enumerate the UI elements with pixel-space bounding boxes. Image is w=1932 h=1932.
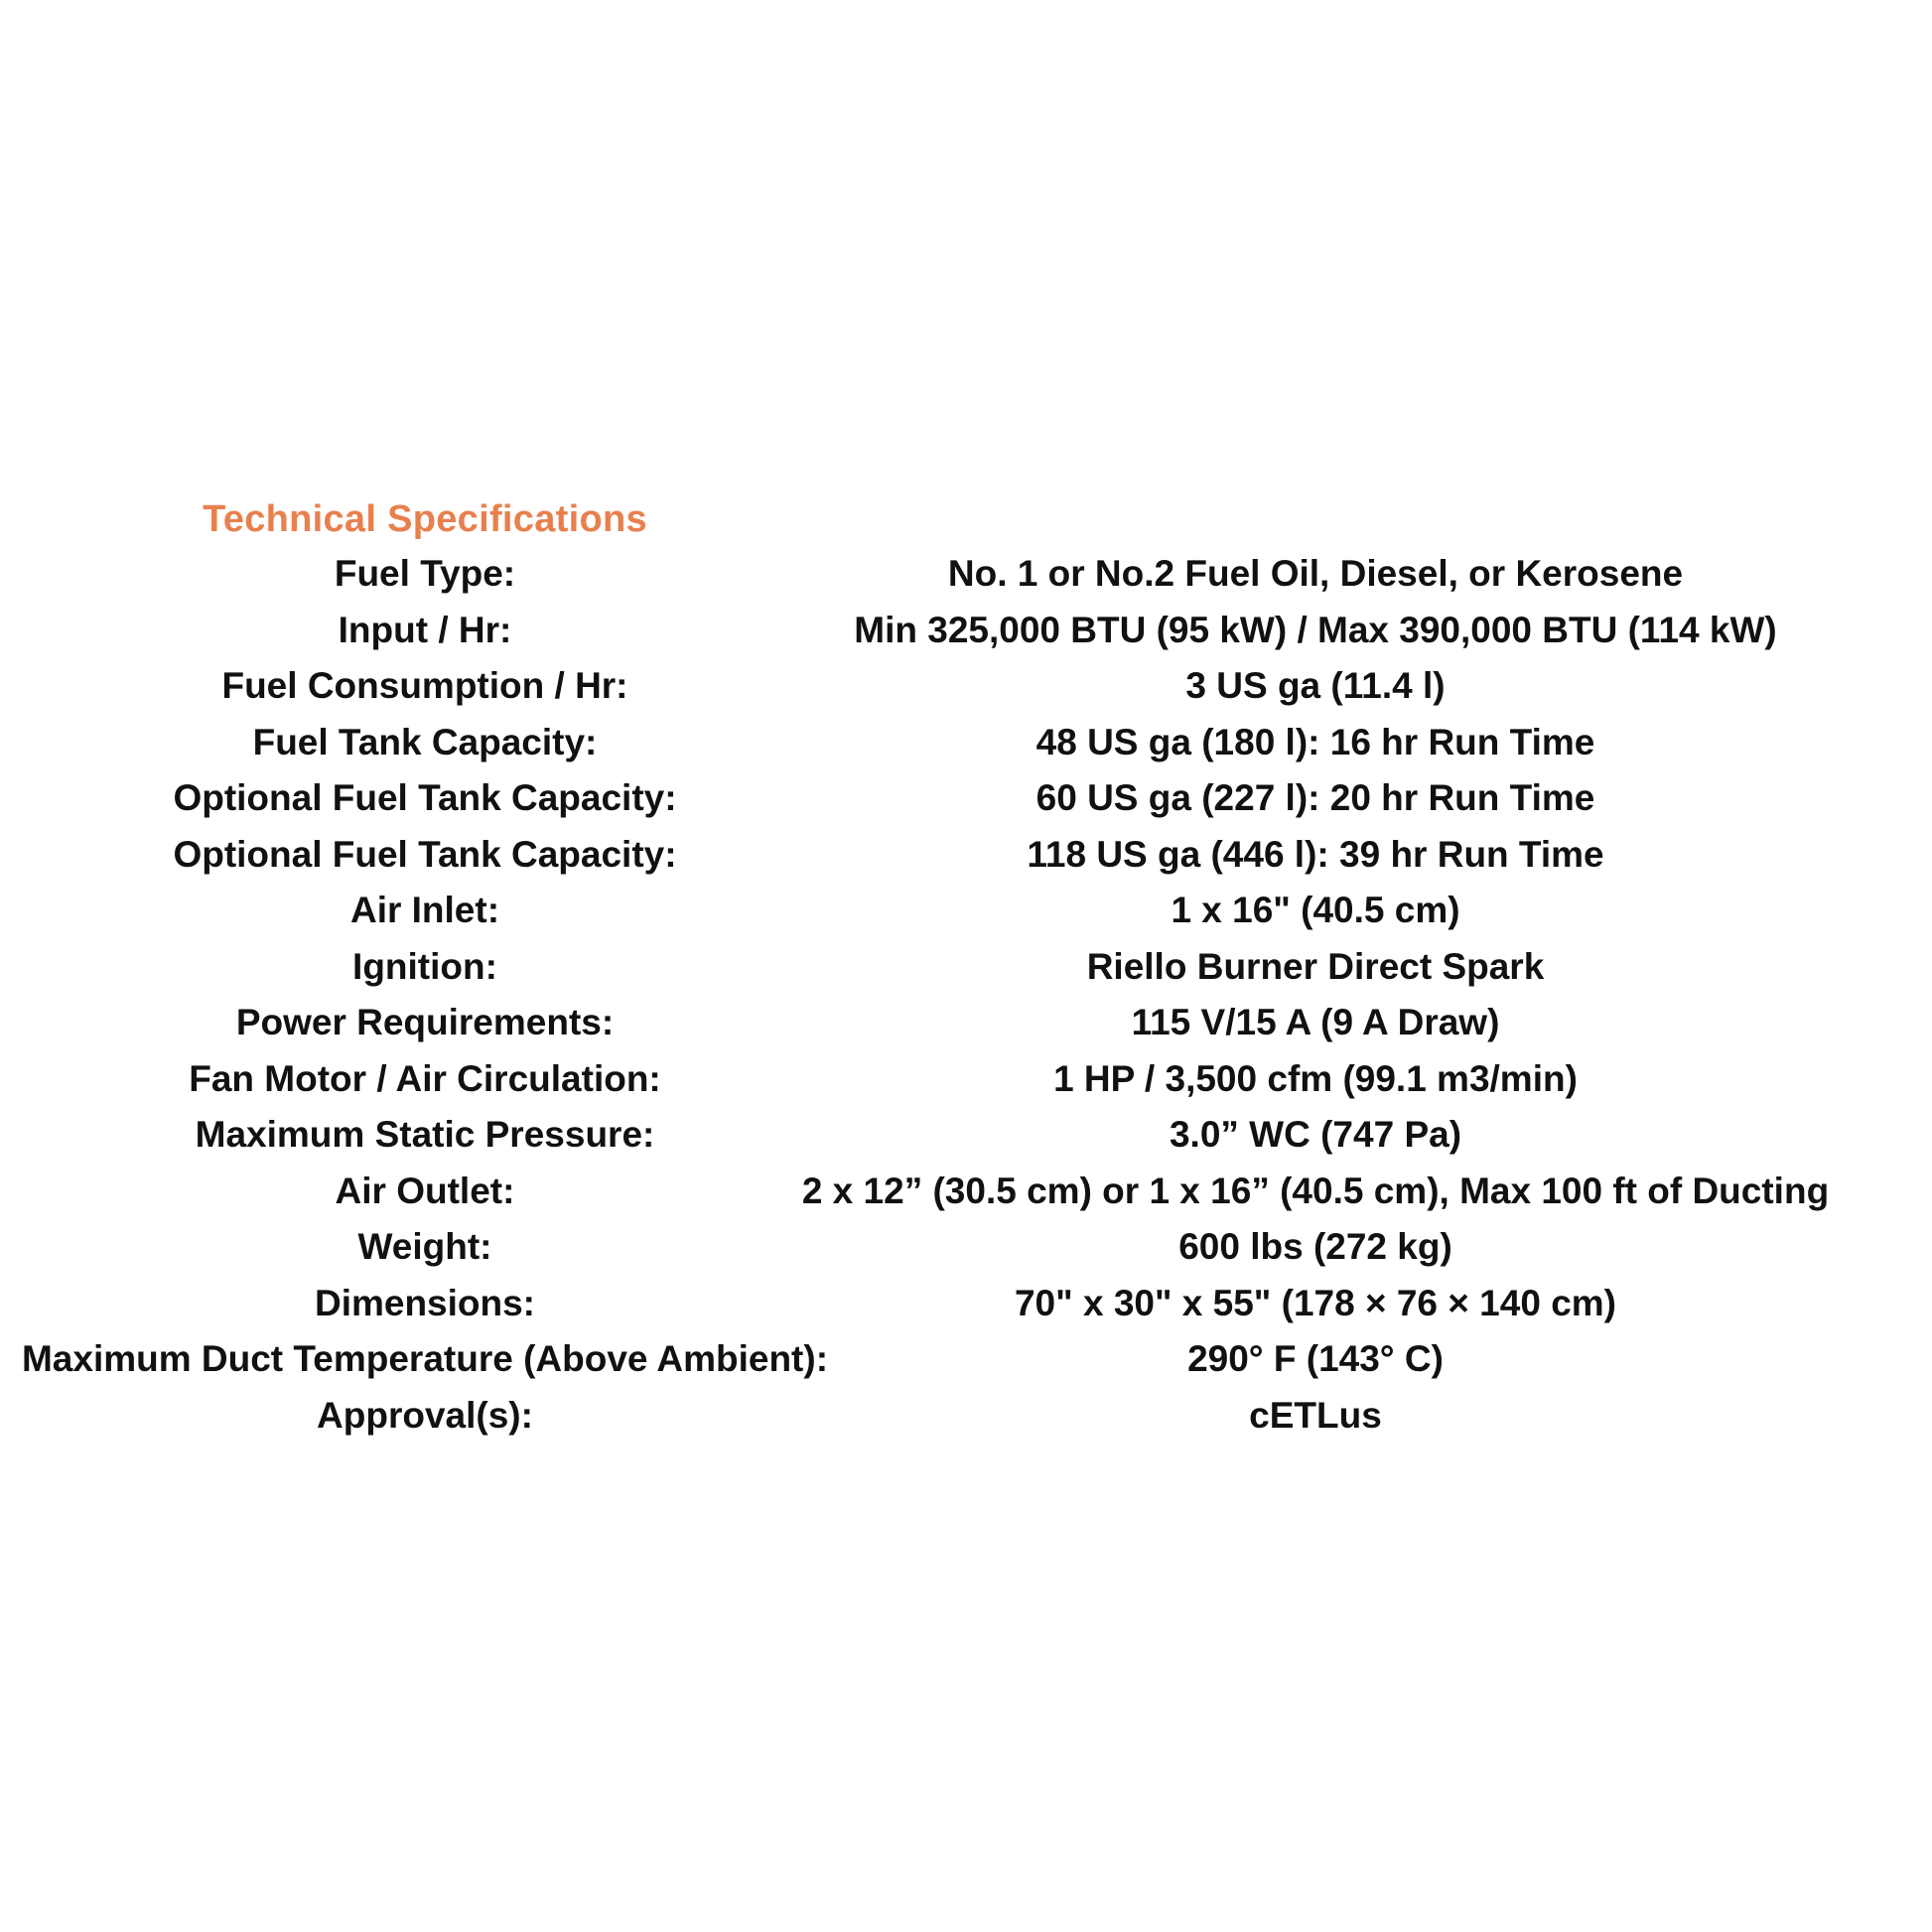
spec-row-fuel-tank-capacity — [0, 715, 1932, 771]
spec-row-fuel-consumption — [0, 658, 1932, 715]
spec-row-duct-temperature — [0, 1331, 1932, 1388]
spec-row-approvals — [0, 1388, 1932, 1445]
spec-label: Optional Fuel Tank Capacity: — [173, 777, 677, 819]
spec-value: cETLus — [1249, 1394, 1382, 1436]
spec-value: 70" x 30" x 55" (178 × 76 × 140 cm) — [1014, 1282, 1616, 1323]
spec-label: Fuel Tank Capacity: — [252, 721, 598, 762]
page-title: Technical Specifications — [203, 498, 647, 540]
spec-label: Fuel Consumption / Hr: — [221, 665, 628, 707]
spec-row-weight — [0, 1219, 1932, 1276]
spec-row-static-pressure — [0, 1107, 1932, 1164]
spec-label: Air Inlet: — [349, 890, 500, 931]
spec-label: Optional Fuel Tank Capacity: — [173, 833, 677, 875]
spec-value: 3.0” WC (747 Pa) — [1169, 1114, 1462, 1156]
spec-label: Maximum Duct Temperature (Above Ambient): — [21, 1338, 829, 1380]
spec-label: Ignition: — [352, 945, 497, 987]
spec-label: Maximum Static Pressure: — [195, 1114, 655, 1156]
spec-value: 115 V/15 A (9 A Draw) — [1131, 1002, 1500, 1043]
spec-label: Fuel Type: — [334, 553, 516, 595]
spec-value: Min 325,000 BTU (95 kW) / Max 390,000 BTU (114 kW) — [854, 609, 1777, 650]
spec-value: No. 1 or No.2 Fuel Oil, Diesel, or Kerosene — [947, 553, 1684, 595]
title-row — [0, 496, 1932, 546]
spec-label: Air Outlet: — [335, 1170, 515, 1211]
spec-value: 1 HP / 3,500 cfm (99.1 m3/min) — [1053, 1057, 1578, 1099]
spec-row-dimensions — [0, 1276, 1932, 1332]
spec-row-input — [0, 603, 1932, 659]
spec-row-air-outlet — [0, 1164, 1932, 1220]
spec-label: Power Requirements: — [235, 1002, 615, 1043]
spec-label: Dimensions: — [314, 1282, 536, 1323]
spec-label: Weight: — [357, 1226, 492, 1268]
spec-value: 290° F (143° C) — [1187, 1338, 1444, 1380]
spec-value: 2 x 12” (30.5 cm) or 1 x 16” (40.5 cm), Max 100 ft of Ducting — [801, 1170, 1830, 1211]
spec-value: 48 US ga (180 l): 16 hr Run Time — [1035, 721, 1595, 762]
spec-label: Input / Hr: — [338, 609, 512, 650]
spec-value: 1 x 16" (40.5 cm) — [1171, 890, 1460, 931]
spec-label: Approval(s): — [317, 1394, 533, 1436]
spec-row-optional-tank-2 — [0, 827, 1932, 884]
spec-row-optional-tank-1 — [0, 770, 1932, 827]
spec-row-ignition — [0, 939, 1932, 996]
spec-label: Fan Motor / Air Circulation: — [189, 1057, 661, 1099]
spec-value: 3 US ga (11.4 l) — [1185, 665, 1446, 707]
spec-row-fuel-type — [0, 546, 1932, 603]
spec-row-power — [0, 995, 1932, 1051]
spec-value: Riello Burner Direct Spark — [1086, 945, 1545, 987]
spec-value: 60 US ga (227 l): 20 hr Run Time — [1035, 777, 1595, 819]
spec-sheet — [0, 496, 1932, 1444]
spec-row-fan-motor — [0, 1051, 1932, 1108]
spec-row-air-inlet — [0, 883, 1932, 939]
spec-value: 118 US ga (446 l): 39 hr Run Time — [1027, 833, 1604, 875]
spec-value: 600 lbs (272 kg) — [1178, 1226, 1452, 1268]
